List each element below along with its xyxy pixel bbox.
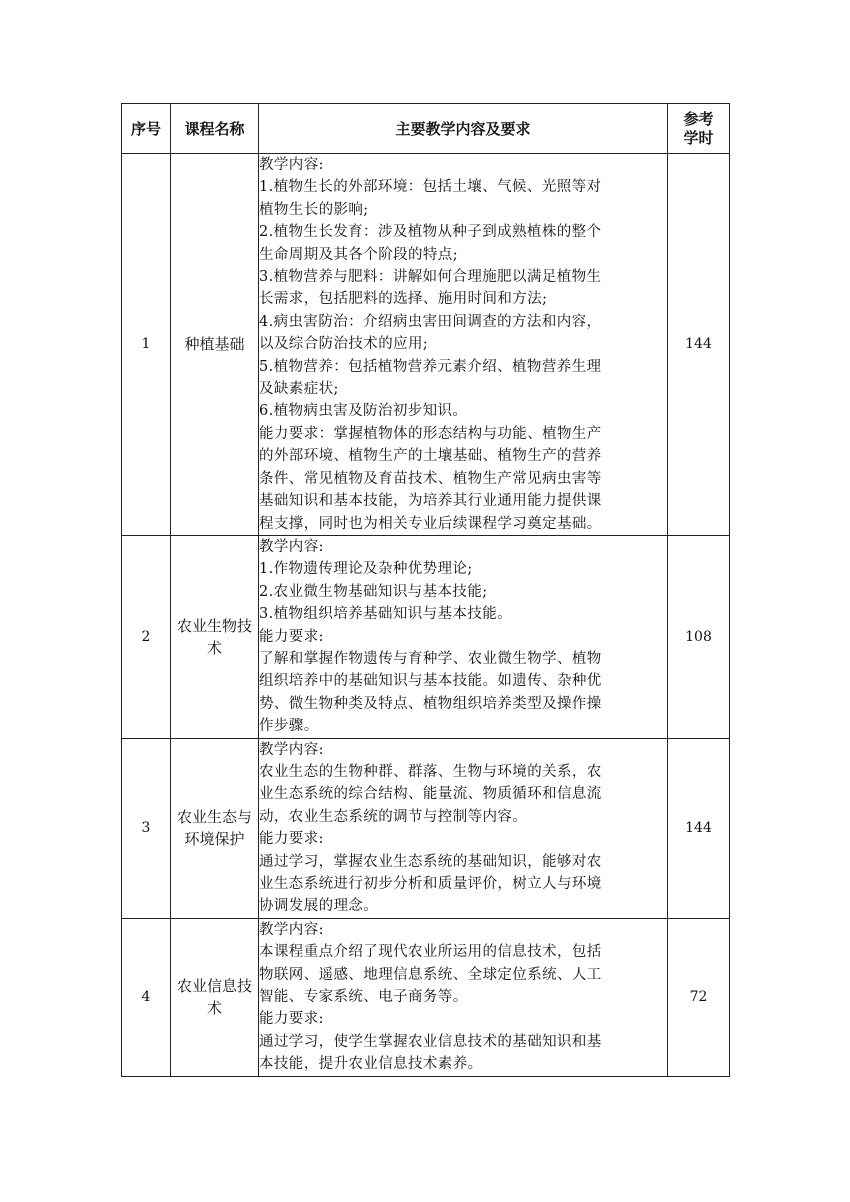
table-row [122,738,730,918]
content-line: 能力要求：掌握植物体的形态结构与功能、植物生产 [259,425,602,442]
content-line: 生命周期及其各个阶段的特点; [259,246,458,263]
reference-hours: 72 [668,918,730,1076]
table-header-row [122,104,730,154]
content-line: 2.植物生长发育：涉及植物从种子到成熟植株的整个 [259,224,602,241]
content-line: 组织培养中的基础知识与基本技能。如遗传、杂种优 [259,673,602,690]
content-line: 动，农业生态系统的调节与控制等内容。 [259,808,528,825]
content-line: 能力要求: [259,1011,324,1028]
content-line: 2.农业微生物基础知识与基本技能; [259,583,488,600]
content-line: 教学内容: [259,921,324,938]
header-index: 序号 [122,104,171,154]
content-line: 4.病虫害防治：介绍病虫害田间调查的方法和内容， [259,313,602,330]
content-line: 本技能，提升农业信息技术素养。 [259,1056,483,1073]
row-index: 1 [122,154,171,536]
content-line: 势、微生物种类及特点、植物组织培养类型及操作操 [259,695,602,712]
content-line: 6.植物病虫害及防治初步知识。 [259,403,468,420]
table-row [122,154,730,536]
header-hours-line1: 参考 [683,109,714,128]
content-line: 能力要求: [259,628,324,645]
course-content [259,918,668,1076]
course-content [259,154,668,536]
reference-hours: 108 [668,535,730,738]
content-line: 1.植物生长的外部环境：包括土壤、气候、光照等对 [259,179,602,196]
reference-hours: 144 [668,738,730,918]
content-line: 植物生长的影响; [259,201,369,218]
course-name: 农业生态与环境保护 [171,738,259,918]
row-index: 4 [122,918,171,1076]
course-content [259,738,668,918]
content-line: 5.植物营养：包括植物营养元素介绍、植物营养生理 [259,358,602,375]
header-hours-line2: 学时 [683,128,714,147]
content-line: 教学内容: [259,538,324,555]
course-name: 农业生物技术 [171,535,259,738]
content-line: 了解和掌握作物遗传与育种学、农业微生物学、植物 [259,650,602,667]
content-line: 物联网、遥感、地理信息系统、全球定位系统、人工 [259,966,602,983]
content-line: 作步骤。 [259,718,319,735]
table-row [122,918,730,1076]
content-line: 条件、常见植物及育苗技术、植物生产常见病虫害等 [259,470,602,487]
course-content [259,535,668,738]
content-line: 本课程重点介绍了现代农业所运用的信息技术，包括 [259,944,602,961]
table-row [122,535,730,738]
content-line: 能力要求: [259,831,324,848]
content-line: 教学内容: [259,741,324,758]
content-line: 程支撑，同时也为相关专业后续课程学习奠定基础。 [259,515,602,532]
content-line: 通过学习，掌握农业生态系统的基础知识，能够对农 [259,853,602,870]
header-content: 主要教学内容及要求 [259,104,668,154]
content-line: 以及综合防治技术的应用; [259,336,429,353]
content-line: 3.植物营养与肥料：讲解如何合理施肥以满足植物生 [259,269,602,286]
content-line: 基础知识和基本技能，为培养其行业通用能力提供课 [259,493,602,510]
content-line: 的外部环境、植物生产的土壤基础、植物生产的营养 [259,448,602,465]
row-index: 2 [122,535,171,738]
content-line: 智能、专家系统、电子商务等。 [259,989,468,1006]
content-line: 1.作物遗传理论及杂种优势理论; [259,561,473,578]
row-index: 3 [122,738,171,918]
content-line: 及缺素症状; [259,381,339,398]
content-line: 教学内容: [259,157,324,173]
curriculum-table [121,103,730,1077]
content-line: 业生态系统进行初步分析和质量评价，树立人与环境 [259,876,602,892]
header-course-name: 课程名称 [171,104,259,154]
content-line: 协调发展的理念。 [259,898,379,915]
content-line: 通过学习，使学生掌握农业信息技术的基础知识和基 [259,1033,602,1050]
course-name: 农业信息技术 [171,918,259,1076]
content-line: 业生态系统的综合结构、能量流、物质循环和信息流 [259,786,602,803]
course-name: 种植基础 [171,154,259,536]
content-line: 农业生态的生物种群、群落、生物与环境的关系，农 [259,763,602,780]
content-line: 长需求，包括肥料的选择、施用时间和方法; [259,291,548,308]
reference-hours: 144 [668,154,730,536]
header-hours [668,104,730,154]
content-line: 3.植物组织培养基础知识与基本技能。 [259,606,513,623]
